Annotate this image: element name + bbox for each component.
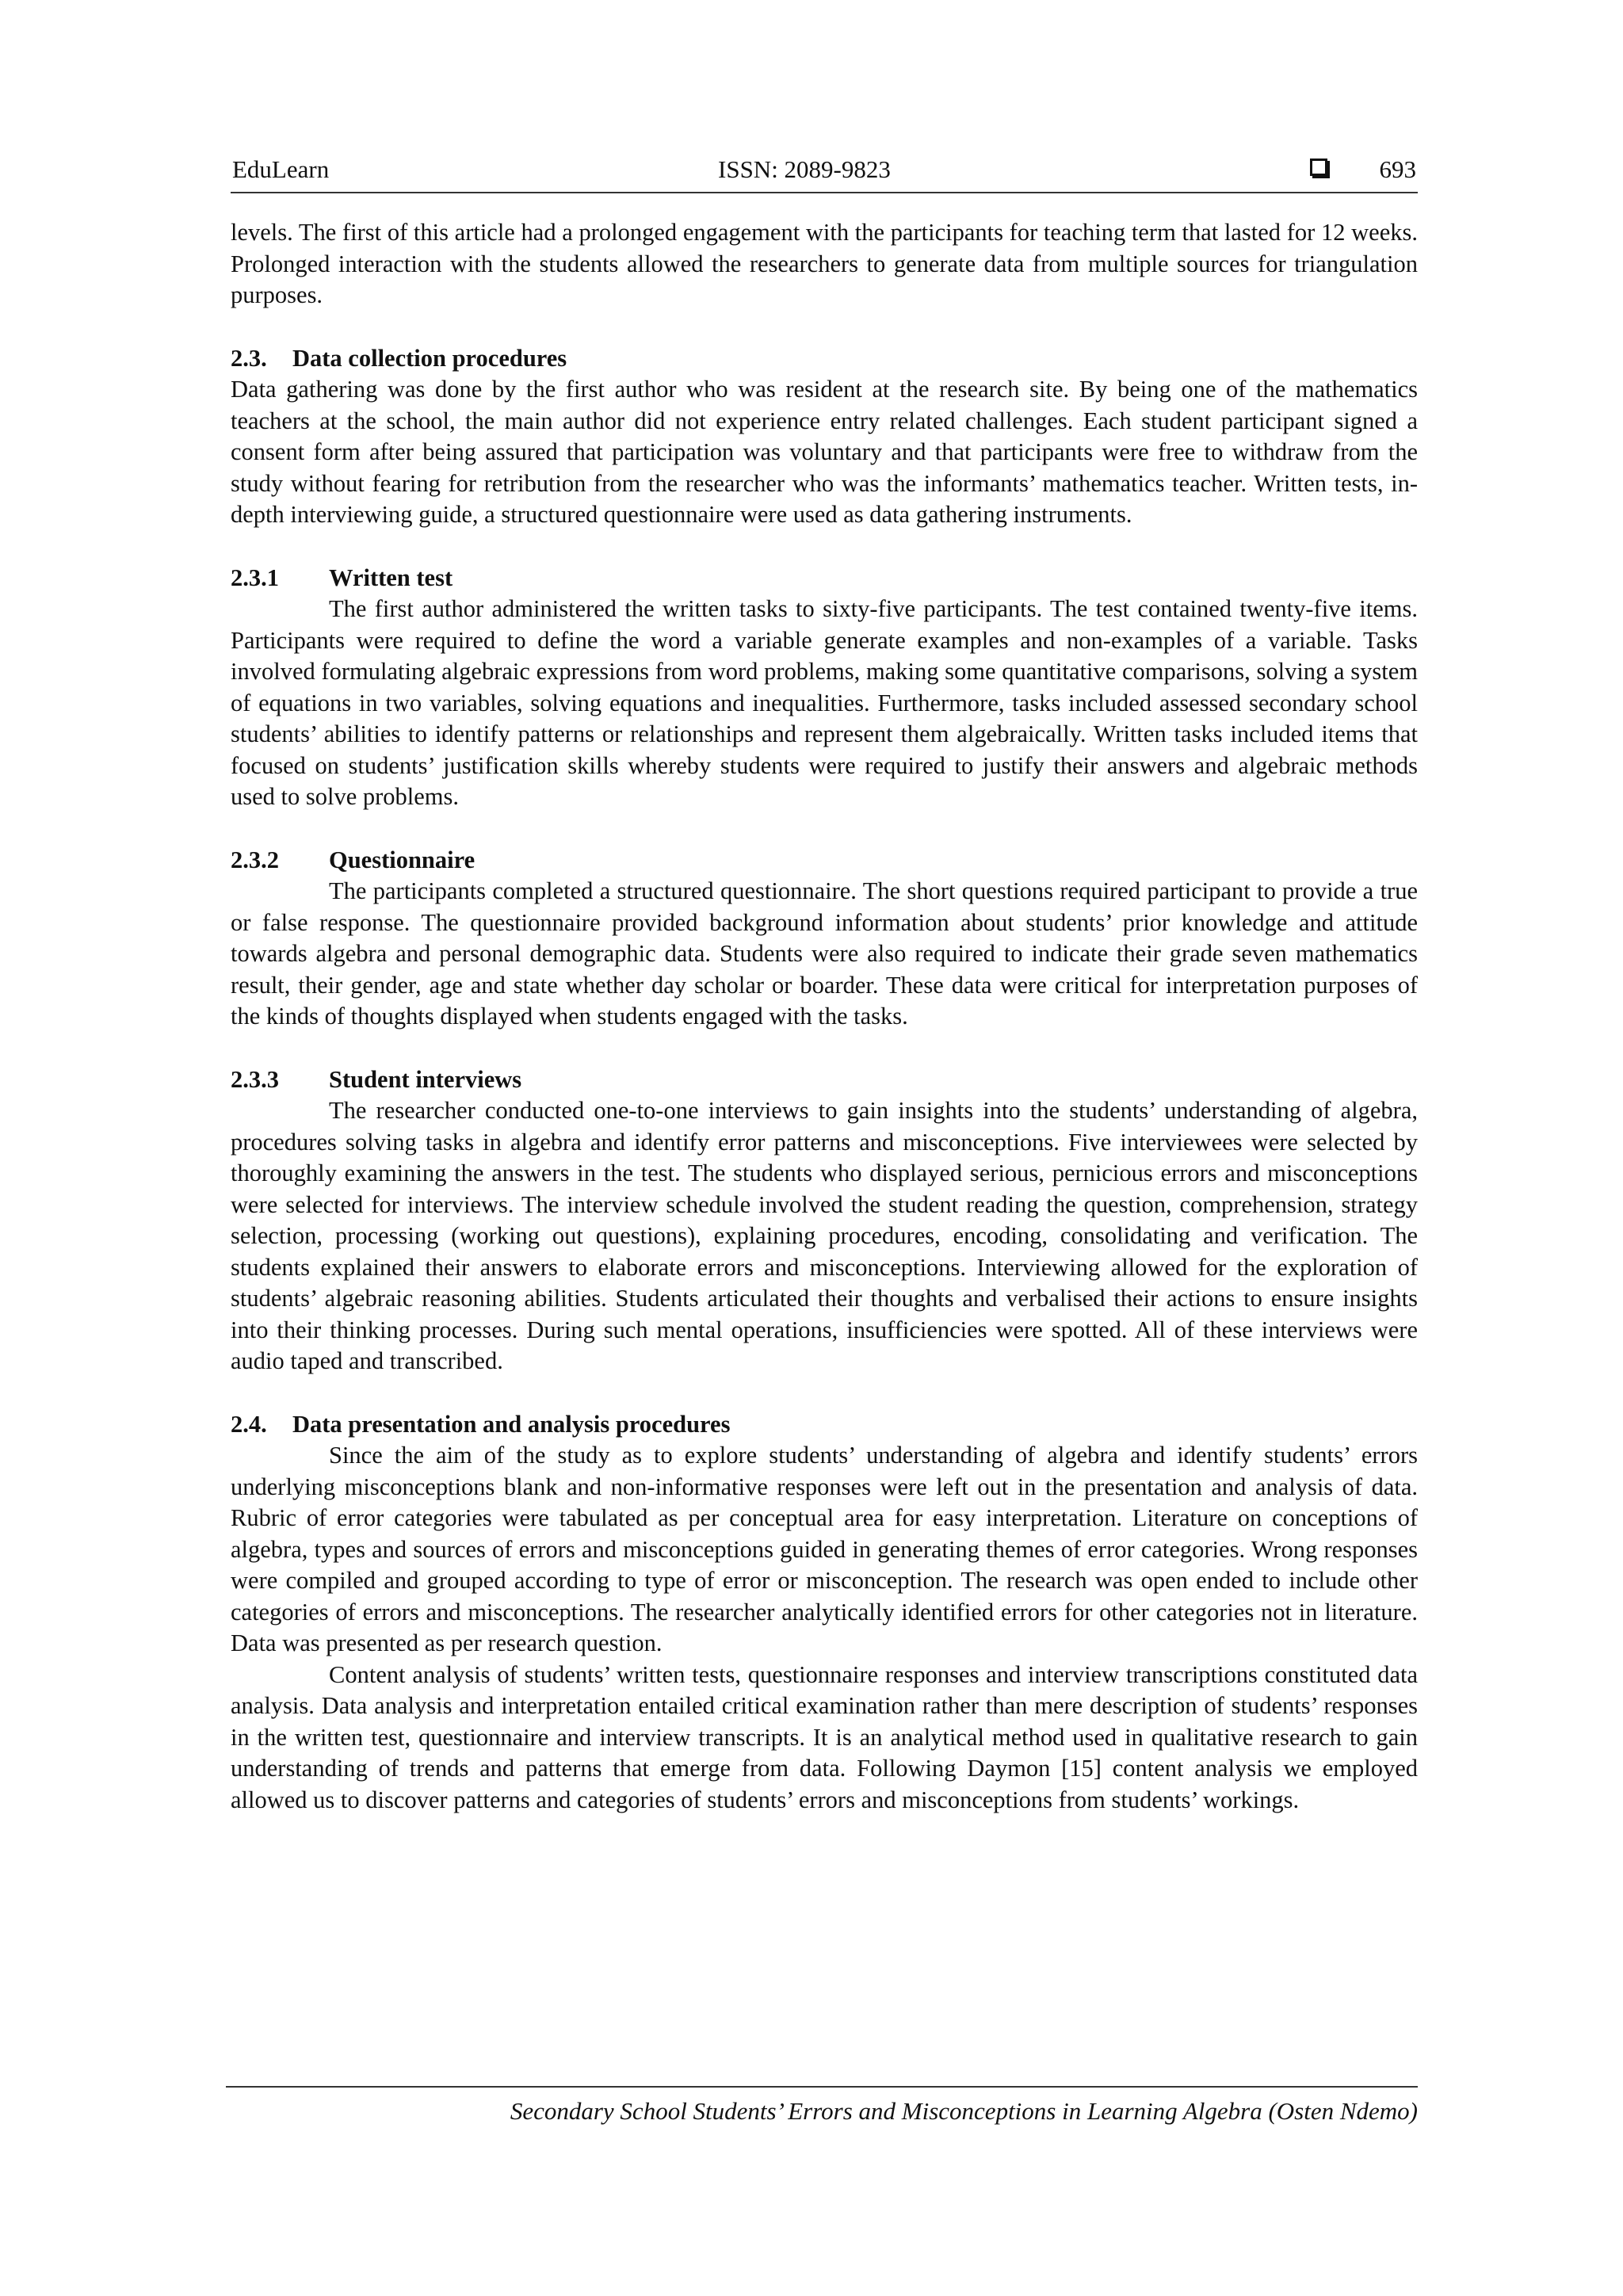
section-heading-2-3-2 bbox=[231, 845, 1418, 877]
section-title: Data collection procedures bbox=[292, 344, 567, 372]
page-header bbox=[231, 152, 1418, 193]
article-body bbox=[231, 217, 1418, 1816]
section-title: Written test bbox=[329, 563, 453, 591]
section-title: Student interviews bbox=[329, 1065, 522, 1093]
section-number: 2.3.1 bbox=[231, 563, 279, 591]
paragraph-data-collection: Data gathering was done by the first author who was resident at the research site. By being one of the mathematics teachers at the school, the main author did not experience entry related challenges. Each student participant signed a consent form after being assured that participation was voluntary and that participants were free to withdraw from the study without fearing for retribution from the researcher who was the informants’ mathematics teacher. Written tests, in-depth interviewing guide, a structured questionnaire were used as data gathering instruments. bbox=[231, 376, 1418, 528]
section-number: 2.3.3 bbox=[231, 1065, 279, 1093]
section-title: Questionnaire bbox=[329, 846, 475, 873]
issn-label: ISSN: 2089-9823 bbox=[718, 155, 891, 183]
paragraph-questionnaire: The participants completed a structured questionnaire. The short questions required participant to provide a true or false response. The questionnaire provided background information about students’ prior knowledge and attitude towards algebra and personal demographic data. Students were also required to indicate their grade seven mathematics result, their gender, age and state whether day scholar or boarder. These data were critical for interpretation purposes of the kinds of thoughts displayed when students engaged with the tasks. bbox=[231, 877, 1418, 1030]
page-footer bbox=[226, 2086, 1418, 2126]
journal-name: EduLearn bbox=[232, 155, 330, 183]
checkbox-square-icon bbox=[1310, 159, 1327, 176]
section-heading-2-4 bbox=[231, 1409, 1418, 1441]
section-heading-2-3 bbox=[231, 343, 1418, 375]
section-number: 2.3. bbox=[231, 344, 267, 372]
paragraph-written-test: The first author administered the written tasks to sixty-five participants. The test contained twenty-five items. Participants were required to define the word a variable generate examples and non-examples of a variable. Tasks involved formulating algebraic expressions from word problems, making some quantitative comparisons, solving a system of equations in two variables, solving equations and inequalities. Furthermore, tasks included assessed secondary school students’ abilities to identify patterns or relationships and represent them algebraically. Written tasks included items that focused on students’ justification skills whereby students were required to justify their answers and algebraic methods used to solve problems. bbox=[231, 595, 1418, 810]
section-title: Data presentation and analysis procedures bbox=[292, 1410, 731, 1438]
paragraph-intro: levels. The first of this article had a prolonged engagement with the participants for teaching term that lasted for 12 weeks. Prolonged interaction with the students allowed the researchers to generate data from multiple sources for triangulation purposes. bbox=[231, 219, 1418, 308]
section-number: 2.3.2 bbox=[231, 846, 279, 873]
paragraph-content-analysis: Content analysis of students’ written tests, questionnaire responses and interview transcriptions constituted data analysis. Data analysis and interpretation entailed critical examination rather than mere description of students’ responses in the written test, questionnaire and interview transcripts. It is an analytical method used in qualitative research to gain understanding of trends and patterns that emerge from data. Following Daymon [15] content analysis we employed allowed us to discover patterns and categories of students’ errors and misconceptions from students’ workings. bbox=[231, 1660, 1418, 1813]
section-heading-2-3-3 bbox=[231, 1064, 1418, 1096]
section-number: 2.4. bbox=[231, 1410, 267, 1438]
paragraph-student-interviews: The researcher conducted one-to-one interviews to gain insights into the students’ understanding of algebra, procedures solving tasks in algebra and identify error patterns and misconceptions. Five interviewees were selected by thoroughly examining the answers in the test. The students who displayed serious, pernicious errors and misconceptions were selected for interviews. The interview schedule involved the student reading the question, comprehension, strategy selection, processing (working out questions), explaining procedures, encoding, consolidating and verification. The students explained their answers to elaborate errors and misconceptions. Interviewing allowed for the exploration of students’ algebraic reasoning abilities. Students articulated their thoughts and verbalised their actions to ensure insights into their thinking processes. During such mental operations, insufficiencies were spotted. All of these interviews were audio taped and transcribed. bbox=[231, 1097, 1418, 1374]
section-heading-2-3-1 bbox=[231, 563, 1418, 594]
page-number: 693 bbox=[1379, 155, 1416, 183]
running-title: Secondary School Students’ Errors and Misconceptions in Learning Algebra (Osten Ndemo) bbox=[510, 2097, 1418, 2125]
paragraph-data-presentation: Since the aim of the study as to explore students’ understanding of algebra and identify students’ errors underlying misconceptions blank and non-informative responses were left out in the presentation and analysis of data. Rubric of error categories were tabulated as per conceptual area for easy interpretation. Literature on conceptions of algebra, types and sources of errors and misconceptions guided in generating themes of error categories. Wrong responses were compiled and grouped according to type of error or misconception. The research was open ended to include other categories of errors and misconceptions. The researcher analytically identified errors for other categories not in literature. Data was presented as per research question. bbox=[231, 1442, 1418, 1656]
